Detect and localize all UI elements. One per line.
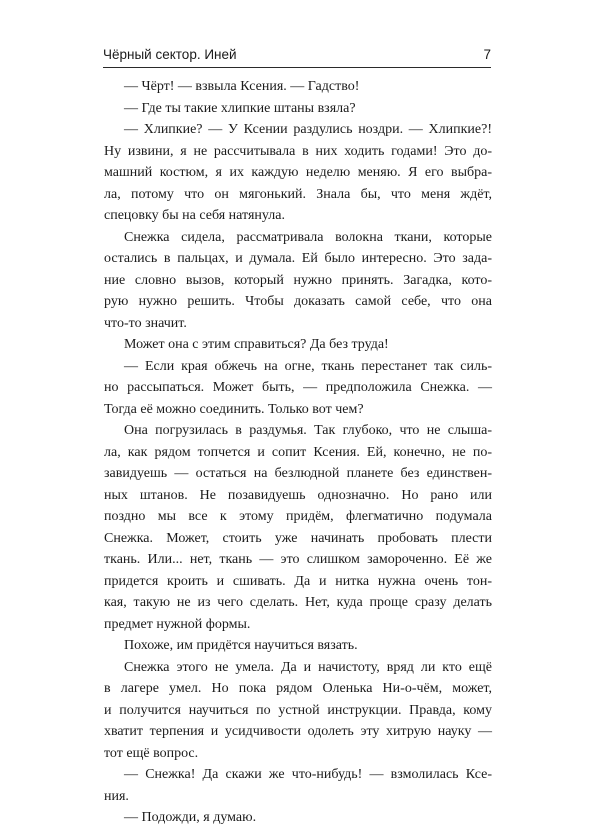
text-line: придется кроить и сшивать. Да и нитка нужна очень тон- [104, 573, 492, 589]
text-line: ткань. Или... нет, ткань — это слишком замороченно. Её же [104, 552, 492, 567]
text-line: — Хлипкие? — У Ксении раздулись ноздри. — Хлипкие?! [124, 122, 492, 137]
text-line: завидуешь — остаться на безлюдной планете без единствен- [104, 466, 492, 481]
text-line: Снежка сидела, рассматривала волокна ткани, которые [124, 229, 492, 245]
text-line: спецовку бы на себя натянула. [104, 208, 285, 223]
book-title: Чёрный сектор. Иней [103, 47, 237, 62]
text-line: кая, такую не из чего сделать. Нет, куда проще сразу делать [104, 595, 492, 610]
text-line: предмет нужной формы. [104, 616, 251, 632]
running-header [103, 47, 491, 69]
text-line: Похоже, им придётся научиться вязать. [124, 638, 358, 653]
text-line: рую нужно решить. Чтобы доказать самой себе, что она [104, 294, 492, 309]
text-line: — Снежка! Да скажи же что-нибудь! — взмолилась Ксе- [124, 767, 492, 782]
text-line: ных штанов. Не позавидуешь однозначно. Но рано или [104, 487, 492, 503]
text-line: в лагере умел. Но пока рядом Оленька Ни-о-чём, может, [104, 681, 492, 696]
text-line: Тогда её можно соединить. Только вот чем? [104, 401, 364, 417]
text-line: ния. [104, 788, 129, 804]
text-line: Ну извини, я не рассчитывала в них ходить годами! Это до- [104, 143, 492, 159]
text-line: хватит терпения и усидчивости одолеть эту хитрую науку — [104, 724, 492, 739]
text-line: — Где ты такие хлипкие штаны взяла? [124, 100, 356, 116]
text-line: — Если края обжечь на огне, ткань перестанет так силь- [124, 358, 492, 374]
text-line: что-то значит. [104, 315, 187, 331]
text-line: — Подожди, я думаю. [124, 810, 257, 825]
text-line: — Чёрт! — взвыла Ксения. — Гадство! [124, 79, 360, 94]
body-text [104, 76, 492, 829]
text-line: Снежка этого не умела. Да и начистоту, вряд ли кто ещё [124, 659, 492, 675]
page-number: 7 [483, 47, 491, 62]
text-line: Снежка. Может, стоить уже начинать пробовать плести [104, 530, 492, 546]
text-line: ние словно вызов, который нужно принять. Загадка, кото- [104, 272, 492, 288]
text-line: машний костюм, я их каждую неделю меняю. Я его выбра- [104, 165, 492, 180]
text-line: остались в пальцах, и думала. Ей было интересно. Это зада- [104, 251, 492, 266]
text-line: ла, как рядом топчется и сопит Ксения. Ей, конечно, не по- [104, 444, 492, 460]
text-line: и получится научиться по устной инструкции. Правда, кому [104, 702, 492, 718]
text-line: поздно мы все к этому придём, флегматично подумала [104, 509, 492, 524]
text-line: Она погрузилась в раздумья. Так глубоко, что не слыша- [124, 423, 492, 438]
header-divider [103, 67, 491, 68]
text-line: но рассыпаться. Может быть, — предположила Снежка. — [104, 380, 492, 395]
text-line: тот ещё вопрос. [104, 745, 199, 761]
text-line: Может она с этим справиться? Да без труда! [124, 337, 389, 352]
text-line: ла, потому что он мягонький. Знала бы, что меня ждёт, [104, 186, 492, 202]
